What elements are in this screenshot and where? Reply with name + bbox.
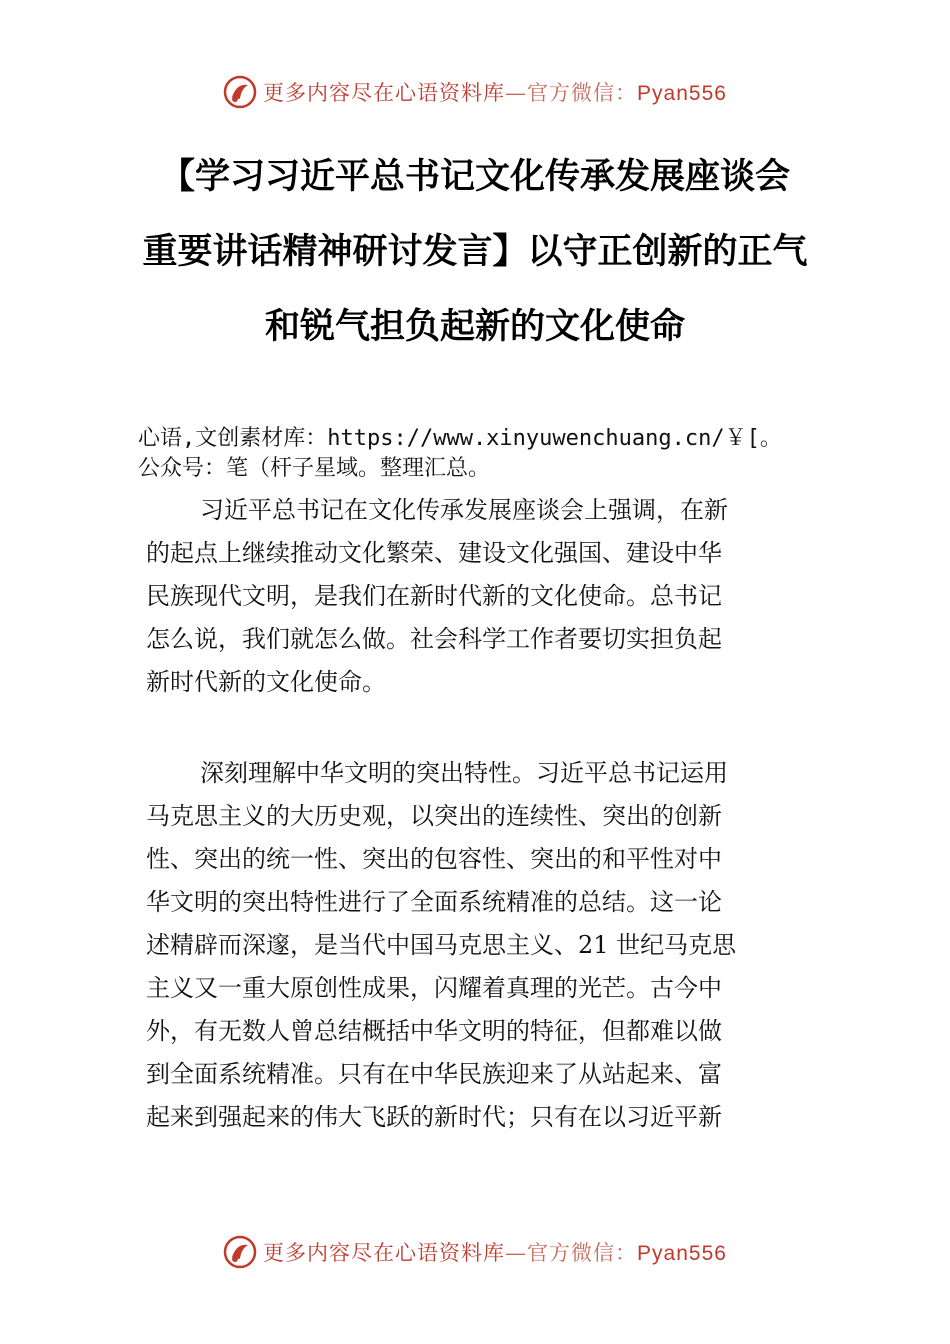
title-line: 【学习习近平总书记文化传承发展座谈会 [159,157,790,197]
source-line: 心语,文创素材库：https://www.xinyuwenchuang.cn/￥[。 [138,426,782,451]
paragraph-line: 新时代新的文化使命。 [146,668,386,696]
title-line: 和锐气担负起新的文化使命 [264,307,685,347]
paragraph-line: 深刻理解中华文明的突出特性。习近平总书记运用 [200,759,728,787]
body-paragraph-1 [146,489,826,704]
paragraph-line: 主义又一重大原创性成果，闪耀着真理的光芒。古今中 [146,974,722,1002]
source-note [138,424,918,484]
brand-logo-icon [223,75,257,109]
paragraph-line: 性、突出的统一性、突出的包容性、突出的和平性对中 [146,845,722,873]
paragraph-line: 到全面系统精准。只有在中华民族迎来了从站起来、富 [146,1060,722,1088]
paragraph-line: 起来到强起来的伟大飞跃的新时代；只有在以习近平新 [146,1103,722,1131]
watermark-secondary: 官方微信： [527,81,638,105]
watermark-text [263,1237,727,1267]
watermark-text [263,77,727,107]
watermark-dash: — [505,81,528,105]
watermark-primary: 更多内容尽在心语资料库 [263,81,506,105]
document-title [100,140,850,365]
paragraph-line: 的起点上继续推动文化繁荣、建设文化强国、建设中华 [146,539,722,567]
paragraph-line: 怎么说，我们就怎么做。社会科学工作者要切实担负起 [146,625,722,653]
paragraph-line: 民族现代文明，是我们在新时代新的文化使命。总书记 [146,582,722,610]
paragraph-line: 述精辟而深邃，是当代中国马克思主义、21 世纪马克思 [146,931,737,959]
source-line: 公众号：笔（杆子星域。整理汇总。 [138,456,491,481]
paragraph-line: 华文明的突出特性进行了全面系统精准的总结。这一论 [146,888,722,916]
watermark-account: Pyan556 [637,82,727,105]
watermark-banner-bottom [0,1232,950,1272]
watermark-dash: — [505,1241,528,1265]
paragraph-line: 外，有无数人曾总结概括中华文明的特征，但都难以做 [146,1017,722,1045]
watermark-secondary: 官方微信： [527,1241,638,1265]
watermark-account: Pyan556 [637,1242,727,1265]
watermark-banner-top [0,72,950,112]
watermark-primary: 更多内容尽在心语资料库 [263,1241,506,1265]
paragraph-line: 习近平总书记在文化传承发展座谈会上强调，在新 [200,496,728,524]
body-paragraph-2 [146,752,826,1139]
paragraph-line: 马克思主义的大历史观，以突出的连续性、突出的创新 [146,802,722,830]
brand-logo-icon [223,1235,257,1269]
title-line: 重要讲话精神研讨发言】以守正创新的正气 [142,232,808,272]
